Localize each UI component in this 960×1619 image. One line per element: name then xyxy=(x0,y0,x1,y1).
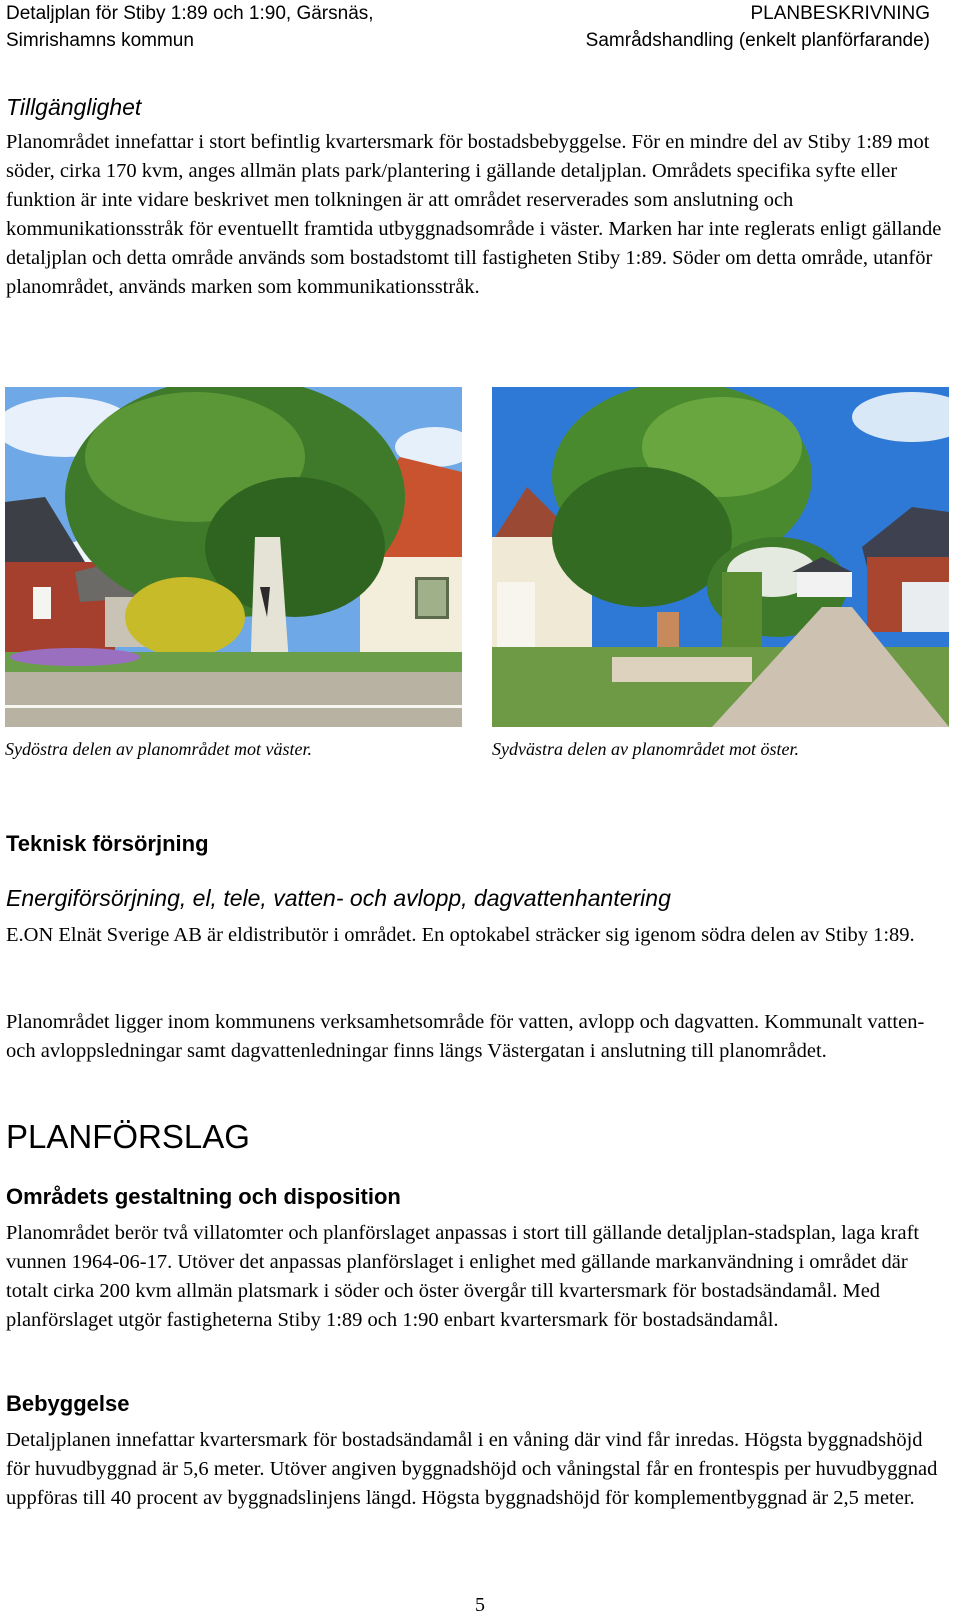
caption-southwest-photo: Sydvästra delen av planområdet mot öster. xyxy=(492,739,799,759)
subheading-energiforsorjning: Energiförsörjning, el, tele, vatten- och avlopp, dagvattenhantering xyxy=(6,885,671,911)
header-doc-stage: Samrådshandling (enkelt planförfarande) xyxy=(585,30,930,51)
page-number: 5 xyxy=(475,1594,485,1616)
photo-southwest-view xyxy=(492,387,949,727)
header-doc-type: PLANBESKRIVNING xyxy=(750,3,930,24)
paragraph-eon: E.ON Elnät Sverige AB är eldistributör i området. En optokabel sträcker sig igenom södra delen av Stiby 1:89. xyxy=(6,924,915,946)
heading-gestaltning: Områdets gestaltning och disposition xyxy=(6,1184,401,1209)
header-municipality: Simrishamns kommun xyxy=(6,30,194,51)
heading-bebyggelse: Bebyggelse xyxy=(6,1391,130,1416)
document-header-left xyxy=(6,0,374,54)
heading-planforslag: PLANFÖRSLAG xyxy=(6,1118,250,1155)
paragraph-bebyggelse: Detaljplanen innefattar kvartersmark för bostadsändamål i en våning där vind får inredas. Högsta byggnadshöjd för huvudbyggnad är 5,6 meter. Utöver angiven byggnadshöjd och våningstal får en frontespis per huvudbyggnad uppföras till 40 procent av byggnadslinjens längd. Högsta byggnadshöjd för komplementbyggnad är 2,5 meter. xyxy=(6,1429,938,1509)
heading-tillganglighet: Tillgänglighet xyxy=(6,94,142,120)
header-title: Detaljplan för Stiby 1:89 och 1:90, Gärsnäs, xyxy=(6,3,374,24)
photo-southeast-view xyxy=(5,387,462,727)
photo-southwest-image xyxy=(492,387,949,727)
document-header-right xyxy=(586,0,930,54)
photo-southeast-image xyxy=(5,387,462,727)
paragraph-vatten-avlopp: Planområdet ligger inom kommunens verksamhetsområde för vatten, avlopp och dagvatten. Kommunalt vatten- och avloppsledningar samt dagvattenledningar finns längs Västergatan i anslutning till planområdet. xyxy=(6,1011,925,1062)
paragraph-tillganglighet: Planområdet innefattar i stort befintlig kvartersmark för bostadsbebyggelse. För en mindre del av Stiby 1:89 mot söder, cirka 170 kvm, anges allmän plats park/plantering i gällande detaljplan. Områdets specifika syfte eller funktion är inte vidare beskrivet men tolkningen är att området reserverades som anslutning och kommunikationsstråk för eventuellt framtida utbyggnadsområde i väster. Marken har inte reglerats enligt gällande detaljplan och detta område används som bostadstomt till fastigheten Stiby 1:89. Söder om detta område, utanför planområdet, används marken som kommunikationsstråk. xyxy=(6,131,942,298)
caption-southeast-photo: Sydöstra delen av planområdet mot väster. xyxy=(5,739,312,759)
paragraph-gestaltning: Planområdet berör två villatomter och planförslaget anpassas i stort till gällande detaljplan-stadsplan, laga kraft vunnen 1964-06-17. Utöver det anpassas planförslaget i enlighet med gällande markanvändning i området där totalt cirka 200 kvm allmän platsmark i söder och öster övergår till kvartersmark för bostadsändamål. Med planförslaget utgör fastigheterna Stiby 1:89 och 1:90 enbart kvartersmark för bostadsändamål. xyxy=(6,1222,920,1331)
heading-teknisk-forsorjning: Teknisk försörjning xyxy=(6,831,209,856)
